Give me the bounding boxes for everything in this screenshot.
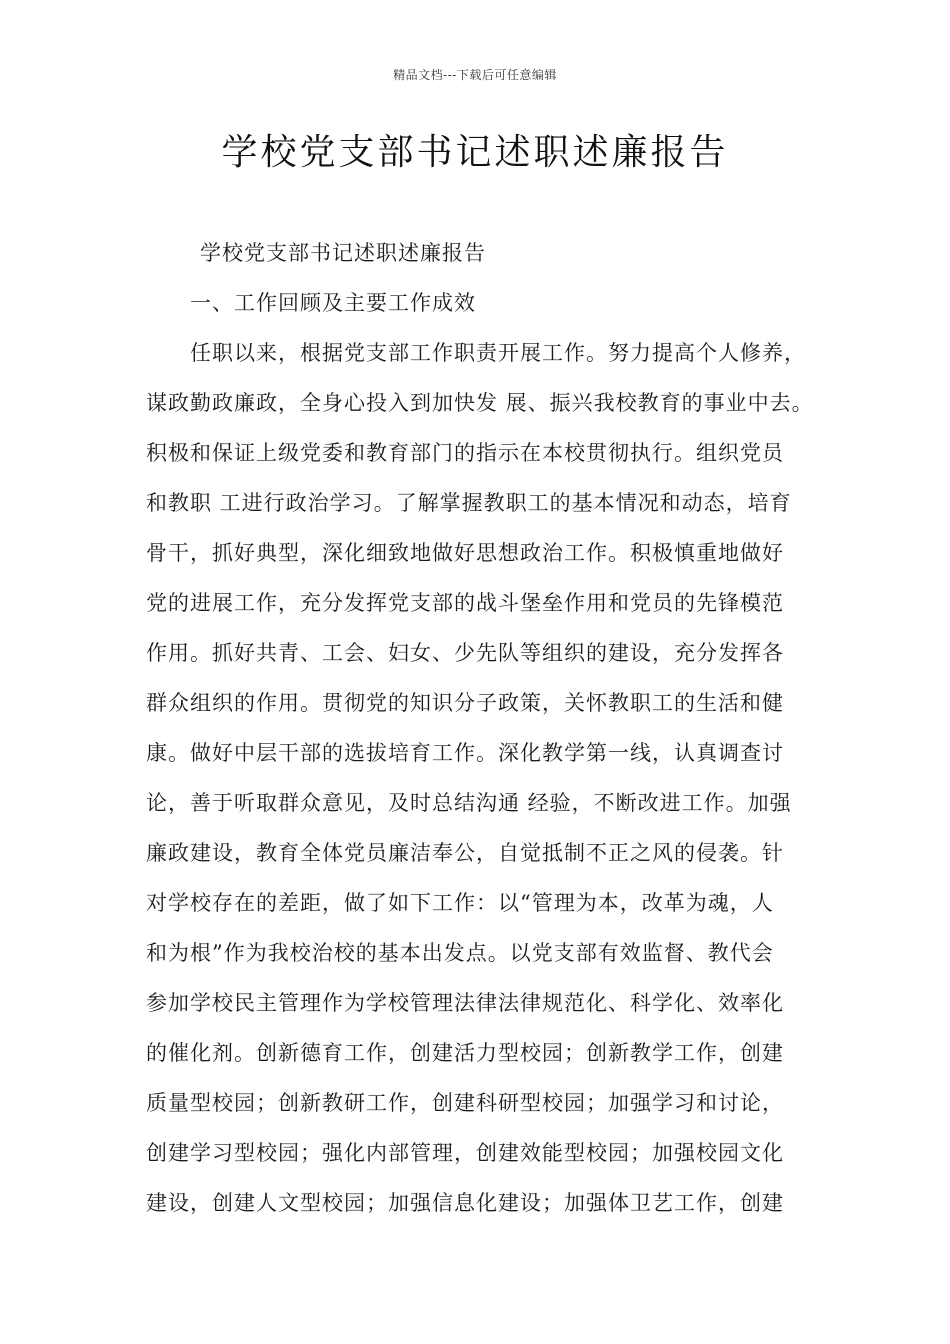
paragraph-line: 的催化剂。创新德育工作，创建活力型校园；创新教学工作，创建 [146, 1041, 784, 1065]
paragraph-line: 康。做好中层干部的选拔培育工作。深化教学第一线，认真调查讨 [146, 741, 784, 765]
document-title: 学校党支部书记述职述廉报告 [221, 132, 729, 173]
paragraph-line: 作用。抓好共青、工会、妇女、少先队等组织的建设，充分发挥各 [146, 641, 784, 665]
paragraph-line: 创建学习型校园；强化内部管理，创建效能型校园；加强校园文化 [146, 1141, 784, 1165]
paragraph-line: 质量型校园；创新教研工作，创建科研型校园；加强学习和讨论， [146, 1091, 784, 1115]
paragraph-line: 对学校存在的差距，做了如下工作：以“管理为本，改革为魂，人 [146, 891, 774, 915]
paragraph-line: 骨干，抓好典型，深化细致地做好思想政治工作。积极慎重地做好 [146, 541, 784, 565]
paragraph-line: 廉政建设，教育全体党员廉洁奉公，自觉抵制不正之风的侵袭。针 [146, 841, 784, 865]
paragraph-line: 论，善于听取群众意见，及时总结沟通 经验，不断改进工作。加强 [146, 791, 792, 815]
header-note: 精品文档---下载后可任意编辑 [393, 68, 557, 82]
paragraph-line: 积极和保证上级党委和教育部门的指示在本校贯彻执行。组织党员 [146, 441, 784, 465]
paragraph-line: 和为根”作为我校治校的基本出发点。以党支部有效监督、教代会 [146, 941, 774, 965]
document-subtitle: 学校党支部书记述职述廉报告 [200, 241, 486, 265]
paragraph-line: 和教职 工进行政治学习。了解掌握教职工的基本情况和动态，培育 [146, 491, 792, 515]
paragraph-line: 党的进展工作，充分发挥党支部的战斗堡垒作用和党员的先锋模范 [146, 591, 784, 615]
paragraph-line: 任职以来，根据党支部工作职责开展工作。努力提高个人修养， [190, 341, 806, 365]
paragraph-line: 建设，创建人文型校园；加强信息化建设；加强体卫艺工作，创建 [146, 1191, 784, 1215]
paragraph-line: 谋政勤政廉政，全身心投入到加快发 展、振兴我校教育的事业中去。 [146, 391, 814, 415]
section-heading: 一、工作回顾及主要工作成效 [190, 291, 476, 315]
paragraph-line: 参加学校民主管理作为学校管理法律法律规范化、科学化、效率化 [146, 991, 784, 1015]
paragraph-line: 群众组织的作用。贯彻党的知识分子政策，关怀教职工的生活和健 [146, 691, 784, 715]
body-paragraph [146, 328, 822, 1228]
